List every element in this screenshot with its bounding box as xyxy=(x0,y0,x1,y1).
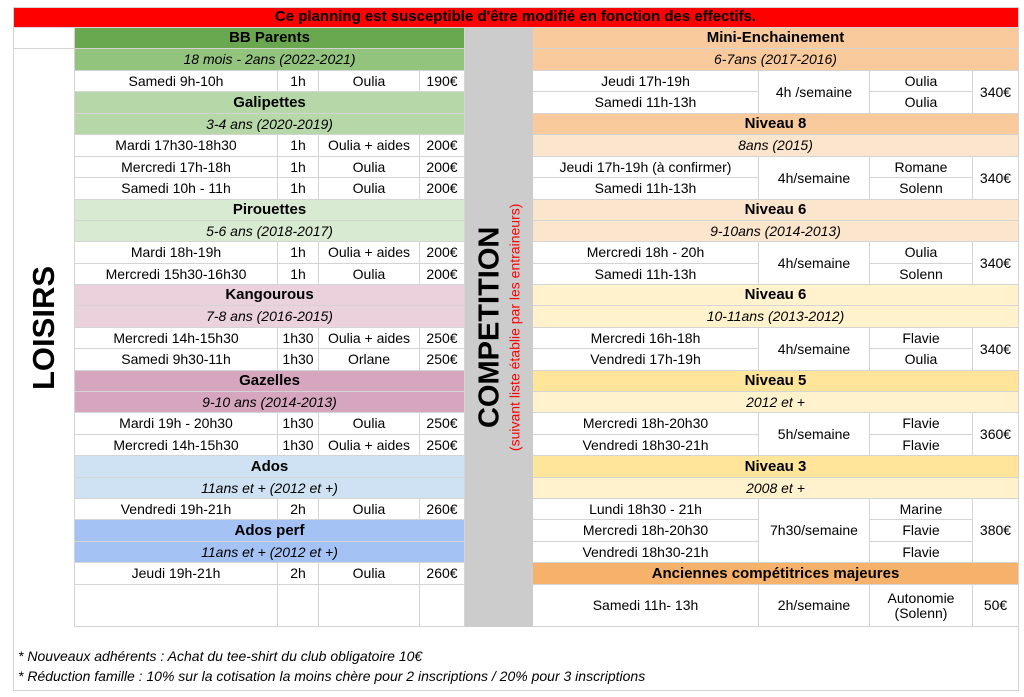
competition-group-title: Niveau 6 xyxy=(533,285,1019,306)
loisirs-group-ages: 18 mois - 2ans (2022-2021) xyxy=(75,49,465,71)
coach-cell: Solenn xyxy=(870,264,973,285)
competition-group-ages: 9-10ans (2014-2013) xyxy=(533,221,1019,242)
schedule-cell: Mardi 19h - 20h30 xyxy=(75,413,278,435)
duration-cell: 2h xyxy=(278,499,319,520)
price-cell: 250€ xyxy=(420,349,465,371)
schedule-cell: Samedi 11h-13h xyxy=(533,264,759,285)
duration-cell: 2h xyxy=(278,563,319,585)
schedule-cell: Mardi 18h-19h xyxy=(75,242,278,264)
coach-cell: Oulia xyxy=(319,71,420,92)
competition-group-title: Niveau 8 xyxy=(533,114,1019,135)
schedule-cell: Mercredi 18h-20h30 xyxy=(533,413,759,435)
coach-cell: Oulia xyxy=(319,499,420,520)
competition-group-ages: 6-7ans (2017-2016) xyxy=(533,49,1019,71)
footnote: * Réduction famille : 10% sur la cotisation la moins chère pour 2 inscriptions / 20% pour 3 inscriptions xyxy=(18,668,646,684)
duration-cell: 7h30/semaine xyxy=(759,499,870,563)
schedule-cell: Samedi 10h - 11h xyxy=(75,178,278,200)
competition-group-title: Anciennes compétitrices majeures xyxy=(533,563,1019,585)
loisirs-group-ages: 9-10 ans (2014-2013) xyxy=(75,392,465,413)
schedule-cell: Vendredi 18h30-21h xyxy=(533,435,759,456)
coach-cell: Orlane xyxy=(319,349,420,371)
coach-cell: Solenn xyxy=(870,178,973,200)
duration-cell: 1h30 xyxy=(278,328,319,349)
duration-cell: 4h/semaine xyxy=(759,157,870,200)
schedule-cell: Mercredi 14h-15h30 xyxy=(75,435,278,456)
schedule-cell: Jeudi 17h-19h xyxy=(533,71,759,92)
price-cell: 340€ xyxy=(973,328,1019,371)
empty-cell xyxy=(278,585,319,627)
competition-label xyxy=(465,28,533,627)
loisirs-label-text: LOISIRS xyxy=(25,265,61,390)
schedule-cell: Mardi 17h30-18h30 xyxy=(75,135,278,157)
competition-group-title: Niveau 6 xyxy=(533,200,1019,221)
schedule-cell: Mercredi 18h - 20h xyxy=(533,242,759,264)
loisirs-group-ages: 3-4 ans (2020-2019) xyxy=(75,114,465,135)
coach-cell: Oulia xyxy=(870,92,973,114)
price-cell: 250€ xyxy=(420,328,465,349)
price-cell: 340€ xyxy=(973,157,1019,200)
coach-cell: Autonomie (Solenn) xyxy=(870,585,973,627)
coach-cell: Oulia xyxy=(319,178,420,200)
price-cell: 200€ xyxy=(420,157,465,178)
coach-cell: Oulia xyxy=(870,71,973,92)
loisirs-group-title: Ados perf xyxy=(75,520,465,542)
coach-cell: Flavie xyxy=(870,328,973,349)
schedule-cell: Samedi 9h30-11h xyxy=(75,349,278,371)
duration-cell: 1h xyxy=(278,71,319,92)
schedule-cell: Lundi 18h30 - 21h xyxy=(533,499,759,520)
loisirs-label xyxy=(13,28,75,627)
coach-cell: Oulia + aides xyxy=(319,242,420,264)
duration-cell: 1h xyxy=(278,178,319,200)
schedule-cell: Mercredi 17h-18h xyxy=(75,157,278,178)
competition-group-ages: 10-11ans (2013-2012) xyxy=(533,306,1019,328)
price-cell: 200€ xyxy=(420,135,465,157)
coach-cell: Oulia xyxy=(319,157,420,178)
duration-cell: 1h30 xyxy=(278,349,319,371)
duration-cell: 1h xyxy=(278,135,319,157)
duration-cell: 5h/semaine xyxy=(759,413,870,456)
price-cell: 250€ xyxy=(420,435,465,456)
duration-cell: 1h xyxy=(278,157,319,178)
schedule-cell: Samedi 11h-13h xyxy=(533,178,759,200)
duration-cell: 4h /semaine xyxy=(759,71,870,114)
price-cell: 200€ xyxy=(420,264,465,285)
schedule-cell: Samedi 11h-13h xyxy=(533,92,759,114)
coach-cell: Oulia xyxy=(319,563,420,585)
schedule-cell: Samedi 11h- 13h xyxy=(533,585,759,627)
price-cell: 260€ xyxy=(420,563,465,585)
duration-cell: 1h xyxy=(278,264,319,285)
footnote: * Nouveaux adhérents : Achat du tee-shirt du club obligatoire 10€ xyxy=(18,648,423,664)
schedule-cell: Mercredi 16h-18h xyxy=(533,328,759,349)
loisirs-group-ages: 11ans et + (2012 et +) xyxy=(75,542,465,563)
schedule-cell: Vendredi 19h-21h xyxy=(75,499,278,520)
duration-cell: 4h/semaine xyxy=(759,242,870,285)
coach-cell: Flavie xyxy=(870,413,973,435)
loisirs-group-ages: 5-6 ans (2018-2017) xyxy=(75,221,465,242)
duration-cell: 1h xyxy=(278,242,319,264)
schedule-cell: Mercredi 14h-15h30 xyxy=(75,328,278,349)
duration-cell: 2h/semaine xyxy=(759,585,870,627)
loisirs-group-title: Pirouettes xyxy=(75,200,465,221)
duration-cell: 1h30 xyxy=(278,413,319,435)
schedule-cell: Samedi 9h-10h xyxy=(75,71,278,92)
price-cell: 190€ xyxy=(420,71,465,92)
coach-cell: Oulia + aides xyxy=(319,435,420,456)
coach-cell: Flavie xyxy=(870,542,973,563)
schedule-cell: Vendredi 18h30-21h xyxy=(533,542,759,563)
price-cell: 50€ xyxy=(973,585,1019,627)
competition-group-title: Mini-Enchainement xyxy=(533,28,1019,49)
competition-group-title: Niveau 3 xyxy=(533,456,1019,478)
loisirs-group-title: Ados xyxy=(75,456,465,478)
schedule-cell: Mercredi 15h30-16h30 xyxy=(75,264,278,285)
empty-cell xyxy=(420,585,465,627)
loisirs-group-title: BB Parents xyxy=(75,28,465,49)
duration-cell: 1h30 xyxy=(278,435,319,456)
loisirs-group-title: Kangourous xyxy=(75,285,465,306)
coach-cell: Oulia xyxy=(870,242,973,264)
duration-cell: 4h/semaine xyxy=(759,328,870,371)
price-cell: 200€ xyxy=(420,178,465,200)
competition-group-ages: 8ans (2015) xyxy=(533,135,1019,157)
coach-cell: Oulia xyxy=(870,349,973,371)
loisirs-group-title: Galipettes xyxy=(75,92,465,114)
price-cell: 340€ xyxy=(973,71,1019,114)
price-cell: 200€ xyxy=(420,242,465,264)
competition-group-title: Niveau 5 xyxy=(533,371,1019,392)
coach-cell: Flavie xyxy=(870,435,973,456)
coach-cell: Flavie xyxy=(870,520,973,542)
price-cell: 250€ xyxy=(420,413,465,435)
banner-notice: Ce planning est susceptible d'être modifié en fonction des effectifs. xyxy=(13,7,1019,28)
competition-sublabel: (suivant liste établie par les entraineurs) xyxy=(506,203,523,452)
price-cell: 380€ xyxy=(973,499,1019,563)
loisirs-group-ages: 7-8 ans (2016-2015) xyxy=(75,306,465,328)
price-cell: 360€ xyxy=(973,413,1019,456)
loisirs-group-title: Gazelles xyxy=(75,371,465,392)
coach-cell: Oulia xyxy=(319,264,420,285)
coach-cell: Marine xyxy=(870,499,973,520)
price-cell: 260€ xyxy=(420,499,465,520)
competition-label-text: COMPETITION xyxy=(473,226,506,429)
competition-group-ages: 2012 et + xyxy=(533,392,1019,413)
schedule-cell: Jeudi 17h-19h (à confirmer) xyxy=(533,157,759,178)
price-cell: 340€ xyxy=(973,242,1019,285)
empty-cell xyxy=(319,585,420,627)
coach-cell: Romane xyxy=(870,157,973,178)
coach-cell: Oulia xyxy=(319,413,420,435)
schedule-cell: Vendredi 17h-19h xyxy=(533,349,759,371)
schedule-cell: Jeudi 19h-21h xyxy=(75,563,278,585)
coach-cell: Oulia + aides xyxy=(319,135,420,157)
coach-cell: Oulia + aides xyxy=(319,328,420,349)
schedule-cell: Mercredi 18h-20h30 xyxy=(533,520,759,542)
loisirs-group-ages: 11ans et + (2012 et +) xyxy=(75,478,465,499)
empty-cell xyxy=(75,585,278,627)
competition-group-ages: 2008 et + xyxy=(533,478,1019,499)
